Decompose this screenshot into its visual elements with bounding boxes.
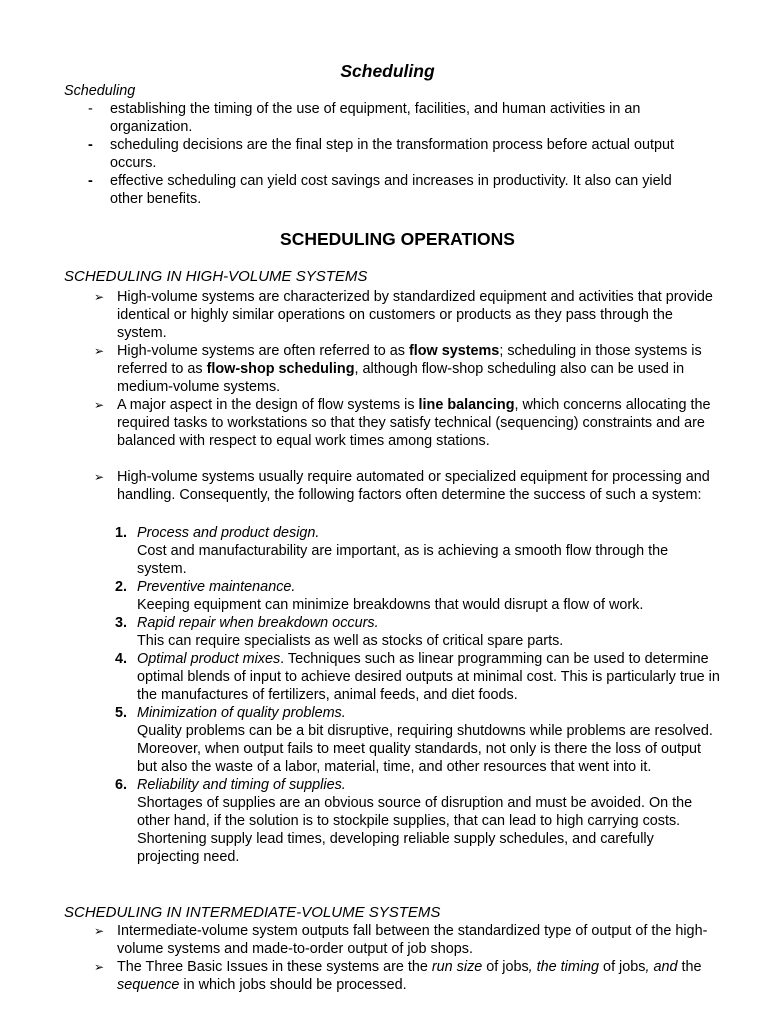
dash-bullet: - (88, 173, 93, 189)
list-item: - scheduling decisions are the final step in the transformation process before actual output occurs. (88, 137, 674, 171)
list-item: ➢ High-volume systems are characterized by standardized equipment and activities that provide identical or highly similar operations on customers or products as they pass through the system. (94, 289, 713, 341)
page-title: Scheduling (340, 61, 435, 81)
list-item: 1. Process and product design. Cost and manufacturability are important, as is achieving a smooth flow through the system. (115, 525, 669, 577)
arrow-bullet-icon: ➢ (94, 290, 105, 304)
arrow-bullet-icon: ➢ (94, 960, 105, 974)
list-item: ➢ High-volume systems usually require automated or specialized equipment for processing and handling. Consequently, the following factors often determine the success of such a system: (94, 469, 710, 503)
high-volume-heading: SCHEDULING IN HIGH-VOLUME SYSTEMS (64, 268, 368, 285)
list-item: 6. Reliability and timing of supplies. Shortages of supplies are an obvious source of disruption and must be avoided. On the other hand, if the solution is to stockpile supplies, that can lead to high carrying costs. Shortening supply lead times, developing reliable supply schedules, and carefully projecting need. (115, 777, 693, 865)
arrow-bullet-icon: ➢ (94, 470, 105, 484)
list-item: - effective scheduling can yield cost savings and increases in productivity. It also can yield other benefits. (88, 173, 672, 207)
arrow-bullet-icon: ➢ (94, 398, 105, 412)
intro-label: Scheduling (64, 83, 136, 99)
spacer (92, 450, 717, 468)
list-item: ➢ High-volume systems are often referred to as flow systems; scheduling in those systems is referred to as flow-shop scheduling, although flow-shop scheduling also can be used in medium-volume systems. (94, 343, 702, 395)
list-item: 5. Minimization of quality problems. Quality problems can be a bit disruptive, requiring shutdowns while problems are resolved. Moreover, when output fails to meet quality standards, not only is there the loss of output but also the waste of a labor, material, time, and other resources that went into it. (115, 705, 713, 775)
list-item: - establishing the timing of the use of equipment, facilities, and human activities in an organization. (88, 101, 641, 135)
arrow-bullet-icon: ➢ (94, 344, 105, 358)
high-volume-list (92, 288, 717, 504)
intro-bullet-list (64, 100, 694, 208)
arrow-bullet-icon: ➢ (94, 924, 105, 938)
dash-bullet: - (88, 101, 93, 117)
list-item: 3. Rapid repair when breakdown occurs. This can require specialists as well as stocks of critical spare parts. (115, 615, 564, 649)
intermediate-volume-list (92, 922, 722, 994)
dash-bullet: - (88, 137, 93, 153)
list-item: ➢ A major aspect in the design of flow systems is line balancing, which concerns allocating the required tasks to workstations so that they satisfy technical (sequencing) constraints and are balanced with respect to equal work times among stations. (94, 397, 711, 449)
list-item: ➢ Intermediate-volume system outputs fall between the standardized type of output of the high-volume systems and made-to-order output of job shops. (94, 923, 708, 957)
intermediate-volume-heading: SCHEDULING IN INTERMEDIATE-VOLUME SYSTEMS (64, 904, 441, 921)
list-item: ➢ The Three Basic Issues in these systems are the run size of jobs, the timing of jobs, and the sequence in which jobs should be processed. (94, 959, 702, 993)
success-factors-list (115, 524, 720, 866)
list-item: 2. Preventive maintenance. Keeping equipment can minimize breakdowns that would disrupt a flow of work. (115, 579, 644, 613)
section-title: SCHEDULING OPERATIONS (280, 229, 515, 249)
list-item: 4. Optimal product mixes. Techniques such as linear programming can be used to determine optimal blends of input to achieve desired outputs at minimal cost. This is particularly true in the manufactures of fertilizers, animal feeds, and diet foods. (115, 651, 720, 703)
